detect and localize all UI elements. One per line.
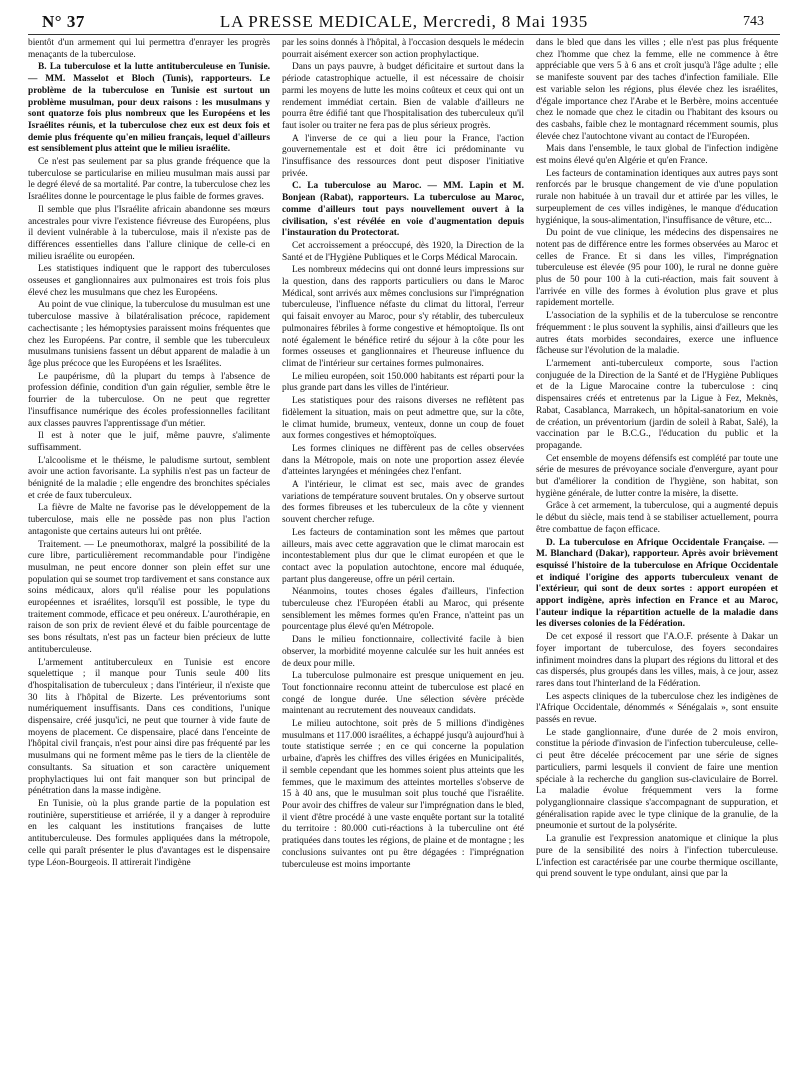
paragraph: Le paupérisme, dû la plupart du temps à l'absence de profession définie, condition d'un gain régulier, semble être le fourrier de la tuberculose. On ne peut que regretter l'insuffisance numérique des écoles professionnelles facilitant aux classes pauvres l'apprentissage d'un métier.	[28, 371, 270, 429]
column-2	[282, 38, 524, 882]
paragraph: Le milieu européen, soit 150.000 habitants est réparti pour la plus grande part dans les villes de l'intérieur.	[282, 371, 524, 394]
issue-number: N° 37	[42, 12, 85, 31]
paragraph: Les facteurs de contamination identiques aux autres pays sont renforcés par le brusque changement de vie d'une population rurale non habituée à un travail dur et attirée par les villes, le surpeuplement de ces villes indigènes, le manque d'éducation hygiénique, la sous-alimentation, l'insuffisance de vêture, etc...	[536, 168, 778, 226]
paragraph: Les statistiques indiquent que le rapport des tuberculoses osseuses et ganglionnaires aux pulmonaires est trois fois plus élevé chez les musulmans que chez les Européens.	[28, 264, 270, 298]
paragraph: A l'intérieur, le climat est sec, mais avec de grandes variations de température souvent brutales. On y observe surtout des formes fibreuses et les tuberculeux de la côte y viennent souvent chercher refuge.	[282, 480, 524, 526]
paragraph: A l'inverse de ce qui a lieu pour la France, l'action gouvernementale est et doit être ici prédominante vu l'insuffisance des ressources dont peut disposer l'initiative privée.	[282, 133, 524, 179]
paragraph: L'armement anti-tuberculeux comporte, sous l'action conjuguée de la Direction de la Santé et de l'Hygiène Publiques et de la Ligue Marocaine contre la tuberculose : cinq dispensaires créés et entretenus par la Ligue à Fez, Meknès, Rabat, Casablanca, Marrakech, un hôpital-sanatorium en voie de création, un préventorium (jardin de soleil à Rabat, Salé), la vaccination par le B.C.G., l'éducation du public et la propagande.	[536, 358, 778, 451]
paragraph: Néanmoins, toutes choses égales d'ailleurs, l'infection tuberculeuse chez l'Européen établi au Maroc, qui présente sensiblement les mêmes formes qu'en France, n'atteint pas un pourcentage plus élevé qu'en Métropole.	[282, 587, 524, 633]
paragraph: L'association de la syphilis et de la tuberculose se rencontre fréquemment : le plus souvent la syphilis, ainsi d'ailleurs que les autres états morbides secondaires, exerce une influence fâcheuse sur l'évolution de la maladie.	[536, 311, 778, 357]
paragraph: La fièvre de Malte ne favorise pas le développement de la tuberculose, mais elle ne possède pas non plus l'action antagoniste que certains auteurs lui ont prêtée.	[28, 503, 270, 537]
paragraph: Traitement. — Le pneumothorax, malgré la possibilité de la cure libre, particulièrement recommandable pour l'indigène musulman, ne peut encore donner son plein effet sur une population qui se soumet trop tardivement et sans constance aux soins médicaux, alors qu'il réalise pour les populations européennes et israélites, lorsqu'il est possible, le type du traitement commode, efficace et peu onéreux. L'aurothérapie, en raison de son prix de revient élevé et du faible pourcentage de ses bons résultats, n'est pas un facteur bien précieux de lutte antituberculeuse.	[28, 539, 270, 655]
column-3	[536, 38, 778, 882]
paragraph: Le stade ganglionnaire, d'une durée de 2 mois environ, constitue la période d'invasion de l'infection tuberculeuse, celle-ci peut être décelée précocement par une série de signes particuliers, parmi lesquels il convient de faire une mention spéciale à la recherche du ganglion sus-claviculaire de Borrel. La maladie évolue fréquemment vers la forme polyganglionnaire classique s'accompagnant de suppuration, et généralisation rapide avec le type clinique de la granulie, de la pneumonie et surtout de la polysérite.	[536, 727, 778, 832]
text-columns	[28, 38, 780, 882]
paragraph: Cet accroissement a préoccupé, dès 1920, la Direction de la Santé et de l'Hygiène Publiques et le Corps Médical Marocain.	[282, 240, 524, 263]
section-d-heading: D. La tuberculose en Afrique Occidentale Française. — M. Blanchard (Dakar), rapporteur. Après avoir brièvement esquissé l'histoire de la tuberculose en Afrique Occidentale et indiqué l'origine des apports tuberculeux venant de l'extérieur, qui sont de deux sortes : apport européen et apport indigène, après infection en France et au Maroc, l'auteur indique la répartition actuelle de la maladie dans les diverses colonies de la Fédération.	[536, 537, 778, 630]
page-number: 743	[743, 14, 764, 29]
paragraph: L'armement antituberculeux en Tunisie est encore squelettique ; il manque pour Tunis seule 400 lits d'hospitalisation de tuberculeux ; dans l'intérieur, il n'existe que 30 lits à l'hôpital de Bizerte. Les préventoriums sont numériquement insuffisants. Dans ces conditions, l'unique dispensaire, créé jusqu'ici, ne peut que tourner à vide faute de moyens de placement. Ce dispensaire, placé dans l'enceinte de l'hôpital civil français, n'est pour ainsi dire pas fréquenté par les musulmans qui ne forment même pas le tiers de la clientèle de consultants. Sa situation et son caractère uniquement prophylactiques lui ont fait manquer son but principal de pénétration dans la masse indigène.	[28, 657, 270, 797]
paragraph: Grâce à cet armement, la tuberculose, qui a augmenté depuis le début du siècle, mais tend à se stabiliser actuellement, pourra être combattue de façon efficace.	[536, 501, 778, 535]
paragraph: Mais dans l'ensemble, le taux global de l'infection indigène est moins élevé qu'en Algérie et qu'en France.	[536, 144, 778, 167]
paragraph: Les formes cliniques ne diffèrent pas de celles observées dans la Métropole, mais on note une proportion assez élevée d'atteintes laryngées et méningées chez l'enfant.	[282, 443, 524, 478]
paragraph: Dans le milieu fonctionnaire, collectivité facile à bien observer, la morbidité moyenne calculée sur les huit années est de deux pour mille.	[282, 635, 524, 669]
paragraph: Les facteurs de contamination sont les mêmes que partout ailleurs, mais avec cette aggravation que le climat marocain est incontestablement plus dur que le climat européen et que le contact avec la population autochtone, encore mal éduquée, partant plus dangereuse, offre un péril certain.	[282, 527, 524, 585]
page-header	[28, 6, 780, 35]
paragraph: La tuberculose pulmonaire est presque uniquement en jeu. Tout fonctionnaire reconnu atteint de tuberculose est placé en congé de longue durée. Une sélection sévère précède maintenant au recrutement des nouveaux candidats.	[282, 671, 524, 717]
paragraph: Les aspects cliniques de la tuberculose chez les indigènes de l'Afrique Occidentale, dénommés « Sénégalais », sont ensuite passés en revue.	[536, 691, 778, 726]
paragraph: Il semble que plus l'Israélite africain abandonne ses mœurs ancestrales pour vivre l'existence fiévreuse des Européens, plus il devient vulnérable à la tuberculose, mais il n'existe pas de différences essentielles dans l'allure clinique de celle-ci en milieu israélite ou européen.	[28, 204, 270, 262]
paragraph: Le milieu autochtone, soit près de 5 millions d'indigènes musulmans et 117.000 israélites, a échappé jusqu'à aujourd'hui à toute statistique serrée ; en ce qui concerne la population urbaine, d'après les chiffres des villes érigées en Municipalités, il semble cependant que les hommes soient plus atteints que les femmes, que le maximum des atteintes mortelles s'observe de 15 à 40 ans, que le musulman soit plus touché que l'israélite. Pour avoir des chiffres de valeur sur l'imprégnation dans le bled, il vient d'être procédé à une vaste enquête portant sur la totalité du territoire : 80.000 cuti-réactions à la tuberculine ont été pratiquées dans toutes les régions, de plaine et de montagne ; les conclusions suivantes ont pu être dégagées : l'imprégnation tuberculeuse est moins importante	[282, 719, 524, 870]
paragraph: Cet ensemble de moyens défensifs est complété par toute une série de mesures de prévoyance sociale d'envergure, ayant pour but d'améliorer la condition de l'hygiène, son habitat, son hygiène générale, de lutter contre la misère, la disette.	[536, 453, 778, 499]
paragraph: De cet exposé il ressort que l'A.O.F. présente à Dakar un foyer important de tuberculose, des foyers secondaires infiniment moindres dans la plupart des régions du littoral et des cas dispersés, plus groupés dans les villes, mais, à ce jour, assez rares dans tout l'hinterland de la Fédération.	[536, 632, 778, 689]
paragraph: Il est à noter que le juif, même pauvre, s'alimente suffisamment.	[28, 431, 270, 453]
paragraph: En Tunisie, où la plus grande partie de la population est routinière, superstitieuse et arriérée, il y a danger à reproduire en les calquant les institutions françaises de lutte antituberculeuse. Des formules appliquées dans la métropole, celle qui paraît présenter le plus d'avantages est le dispensaire type Léon-Bourgeois. Il attirerait l'indigène	[28, 799, 270, 868]
paragraph: Dans un pays pauvre, à budget déficitaire et surtout dans la période catastrophique actuelle, il est nécessaire de choisir parmi les moyens de lutte les moins coûteux et ceux qui ont un rendement immédiat certain. Bien de valable d'ailleurs ne pourra être édifié tant que l'hospitalisation des tuberculeux qu'il faut isoler ou traiter ne fera pas de plus sérieux progrès.	[282, 62, 524, 131]
paragraph: Au point de vue clinique, la tuberculose du musulman est une tuberculose massive à bilatéralisation précoce, rapidement cachectisante ; les hémoptysies paraissent moins fréquentes que chez les Européens. Par contre, il semble que les tuberculeux musulmans tunisiens fassent un début apparent de maladie à un âge plus précoce que les Européens et les Israélites.	[28, 300, 270, 369]
section-b-heading: B. La tuberculose et la lutte antituberculeuse en Tunisie. — MM. Masselot et Bloch (Tunis), rapporteurs. Le problème de la tuberculose en Tunisie est surtout un problème musulman, pour deux raisons : les musulmans y sont quatorze fois plus nombreux que les Européens et les Israélites réunis, et la tuberculose chez eux est deux fois et demie plus fréquente qu'en milieu français, lequel d'ailleurs est sensiblement plus atteint que le milieu israélite.	[28, 62, 270, 155]
paragraph: Ce n'est pas seulement par sa plus grande fréquence que la tuberculose se particularise en milieu musulman mais aussi par le degré élevé de sa mortalité. Par contre, la tuberculose chez les Israélites donne le pourcentage le plus faible de formes graves.	[28, 157, 270, 203]
section-c-heading: C. La tuberculose au Maroc. — MM. Lapin et M. Bonjean (Rabat), rapporteurs. La tuberculose au Maroc, comme d'ailleurs tout pays nouvellement ouvert à la civilisation, s'est révélée en voie d'augmentation depuis l'instauration du Protectorat.	[282, 181, 524, 239]
paragraph: Les statistiques pour des raisons diverses ne reflètent pas fidèlement la situation, mais on peut admettre que, sur la côte, le climat humide, brumeux, venteux, donne un coup de fouet aux formes congestives et hémoptoïques.	[282, 396, 524, 442]
journal-title: LA PRESSE MEDICALE, Mercredi, 8 Mai 1935	[219, 12, 589, 31]
paragraph: L'alcoolisme et le théisme, le paludisme surtout, semblent avoir une action favorisante. La syphilis n'est pas un facteur de bénignité de la maladie ; elle engendre des bronchites spéciales et crée de faux tuberculeux.	[28, 455, 270, 501]
paragraph: La granulie est l'expression anatomique et clinique la plus pure de la sensibilité des noirs à l'infection tuberculeuse. L'infection est caractérisée par une courbe thermique oscillante, qui prend souvent le type ondulant, ainsi que par la	[536, 834, 778, 880]
paragraph: par les soins donnés à l'hôpital, à l'occasion desquels le médecin pourrait aisément exercer son action prophylactique.	[282, 38, 524, 60]
paragraph: Du point de vue clinique, les médecins des dispensaires ne notent pas de différence entre les formes observées au Maroc et celles de France. Et si dans les villes, l'imprégnation tuberculeuse est élevée (95 pour 100), le rural ne donne guère plus de 50 pour 100 à la cuti-réaction, mais fait souvent à l'arrivée en ville des formes à évolution plus grave et plus rapidement mortelle.	[536, 228, 778, 309]
column-1	[28, 38, 270, 882]
paragraph: Les nombreux médecins qui ont donné leurs impressions sur la question, dans des rapports particuliers ou dans le Maroc Médical, sont arrivés aux mêmes conclusions sur l'imprégnation tuberculeuse, l'influence néfaste du climat du littoral, l'erreur qui faisait envoyer au Maroc, pour s'y rétablir, des tuberculeux pulmonaires fébriles à forme congestive et hémoptoïque. Ils ont noté également le bénéfice retiré du séjour à la côte pour les formes osseuses et ganglionnaires et l'heureuse influence du climat de l'intérieur sur certaines formes pulmonaires.	[282, 265, 524, 369]
paragraph: bientôt d'un armement qui lui permettra d'enrayer les progrès menaçants de la tuberculose.	[28, 38, 270, 60]
paragraph: dans le bled que dans les villes ; elle n'est pas plus fréquente chez l'homme que chez la femme, elle ne commence à être appréciable que vers 5 à 6 ans et croît jusqu'à l'âge adulte ; elle se manifeste souvent par des taches d'infection familiale. Elle est variable selon les régions, plus élevée chez les israélites, d'égale importance chez l'Arabe et le Berbère, moins accentuée chez le nomade que chez le citadin ou l'habitant des ksours ou des casbahs, faible chez le montagnard récemment soumis, plus élevée chez l'autochtone vivant au contact de l'Européen.	[536, 38, 778, 142]
